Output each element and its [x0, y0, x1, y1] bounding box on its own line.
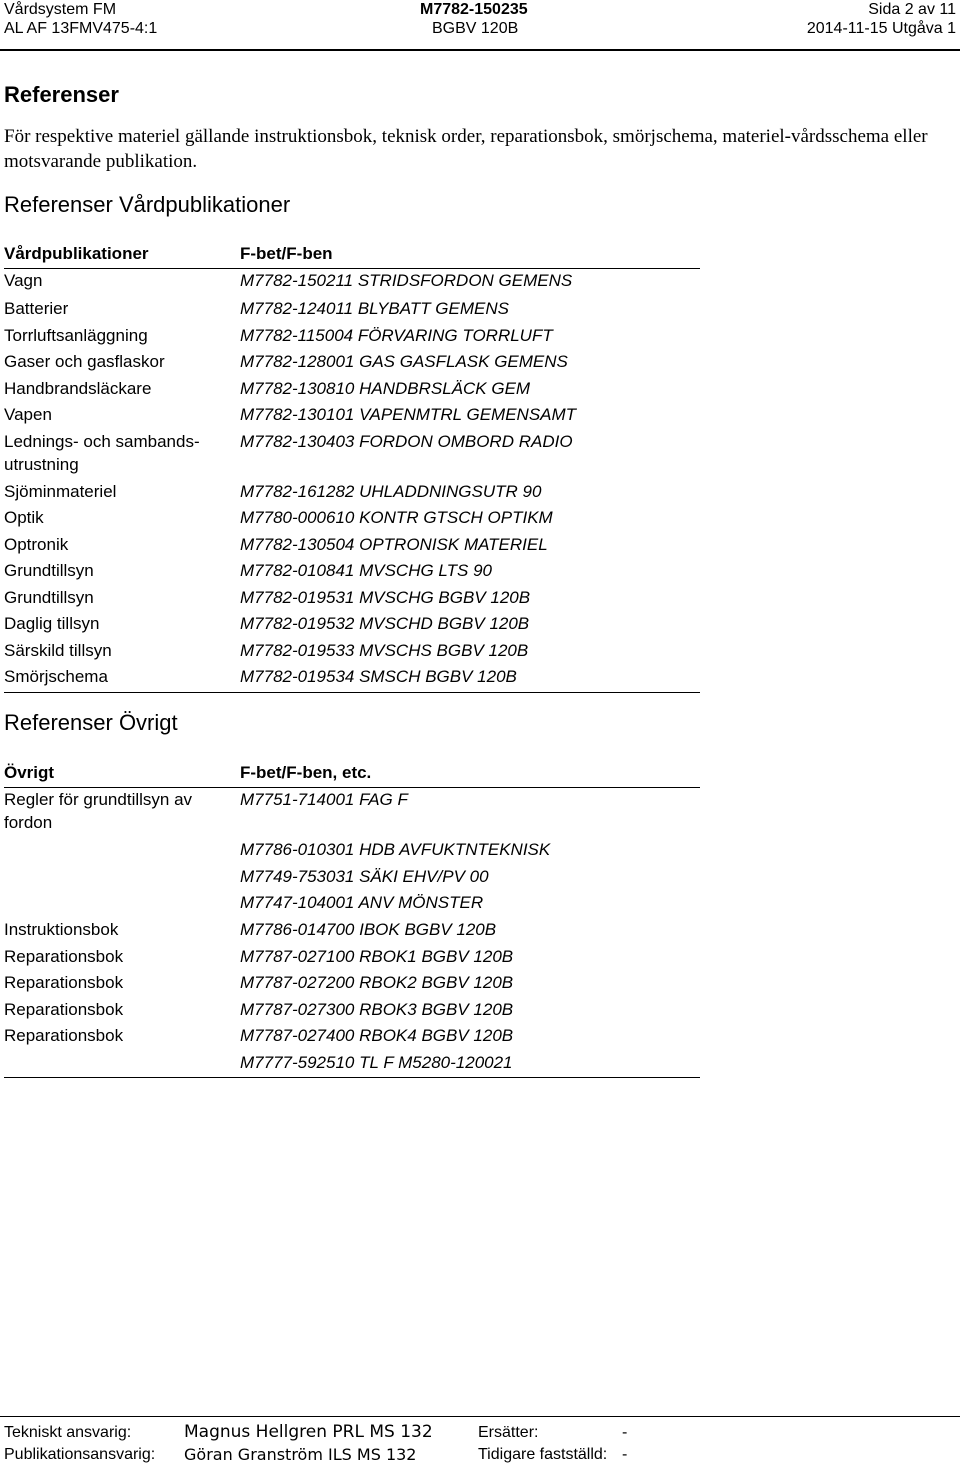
row-label: Optik: [4, 508, 44, 527]
header-pub-number: M7782-150235: [420, 1, 528, 18]
table-header-row: [4, 242, 700, 269]
table-row: [4, 297, 700, 324]
row-label: Daglig tillsyn: [4, 614, 100, 633]
footer-tech-name: Magnus Hellgren PRL MS 132: [184, 1422, 433, 1442]
footer-replaces-value: -: [622, 1424, 628, 1441]
row-label: Reparationsbok: [4, 946, 124, 966]
table-row: [4, 612, 700, 639]
section1-title: Referenser Vårdpublikationer: [4, 192, 291, 217]
row-label: Reparationsbok: [4, 999, 124, 1019]
row-label: Torrluftsanläggning: [4, 325, 148, 345]
row-label: Sjöminmateriel: [4, 481, 117, 501]
row-reference: M7787-027200 RBOK2 BGBV 120B: [240, 973, 514, 992]
row-reference: M7751-714001 FAG F: [240, 790, 408, 809]
row-label: Särskild tillsyn: [4, 640, 112, 660]
row-reference: M7782-019531 MVSCHG BGBV 120B: [240, 587, 531, 607]
table-row: [4, 480, 700, 507]
vardpublikationer-table: [4, 242, 700, 693]
row-reference: M7782-130403 FORDON OMBORD RADIO: [240, 431, 573, 451]
table-row: [4, 533, 700, 560]
row-reference: M7787-027300 RBOK3 BGBV 120B: [240, 999, 514, 1019]
footer-prev-value: -: [622, 1446, 628, 1463]
table-row: [4, 324, 700, 351]
row-label: Optronik: [4, 534, 69, 554]
header-vehicle: BGBV 120B: [432, 20, 519, 37]
header-system: Vårdsystem FM: [4, 1, 117, 18]
row-reference: M7787-027400 RBOK4 BGBV 120B: [240, 1026, 514, 1045]
table-row: [4, 865, 700, 892]
row-reference: M7786-010301 HDB AVFUKTNTEKNISK: [240, 840, 551, 859]
table-row: [4, 639, 700, 666]
table-row: [4, 1051, 700, 1078]
footer-replaces-label: Ersätter:: [478, 1424, 539, 1441]
header-divider: [0, 49, 960, 51]
table-row: [4, 838, 700, 865]
row-label: Vagn: [4, 271, 43, 290]
row-label: Lednings- och sambands-utrustning: [4, 431, 200, 474]
row-reference: M7782-161282 UHLADDNINGSUTR 90: [240, 481, 542, 501]
footer-divider: [0, 1416, 960, 1417]
col-header-vardpublikationer: Vårdpublikationer: [4, 242, 240, 269]
row-reference: M7782-019532 MVSCHD BGBV 120B: [240, 614, 530, 633]
intro-text: För respektive materiel gällande instruktionsbok, teknisk order, reparationsbok, smörjschema, materiel-vårdsschema eller motsvarande publikation.: [4, 126, 928, 172]
row-reference: M7747-104001 ANV MÖNSTER: [240, 893, 484, 912]
section2-title: Referenser Övrigt: [4, 710, 178, 735]
table-row: [4, 350, 700, 377]
row-label: Handbrandsläckare: [4, 378, 152, 398]
table-row: [4, 1024, 700, 1051]
row-label: Instruktionsbok: [4, 920, 119, 939]
row-label: Batterier: [4, 299, 69, 318]
row-reference: M7782-150211 STRIDSFORDON GEMENS: [240, 271, 573, 290]
table-row: [4, 971, 700, 998]
table-header-row: [4, 761, 700, 788]
table-row: [4, 430, 700, 480]
page-heading: Referenser: [4, 82, 119, 107]
header-doc-id: AL AF 13FMV475-4:1: [4, 20, 158, 37]
row-reference: M7782-130101 VAPENMTRL GEMENSAMT: [240, 405, 577, 424]
row-reference: M7777-592510 TL F M5280-120021: [240, 1051, 700, 1078]
row-reference: M7782-130504 OPTRONISK MATERIEL: [240, 534, 548, 554]
row-reference: M7749-753031 SÄKI EHV/PV 00: [240, 866, 489, 886]
table-row: [4, 506, 700, 533]
table-row: [4, 403, 700, 430]
row-label: Regler för grundtillsyn av fordon: [4, 790, 193, 832]
header-page: Sida 2 av 11: [868, 1, 956, 18]
col-header-ovrigt: Övrigt: [4, 761, 240, 788]
table-row: [4, 377, 700, 404]
row-label: Reparationsbok: [4, 973, 124, 992]
table-row: [4, 559, 700, 586]
table-row: [4, 586, 700, 613]
header-date-issue: 2014-11-15 Utgåva 1: [806, 20, 956, 37]
table-row: [4, 788, 700, 839]
footer-pub-name: Göran Granström ILS MS 132: [184, 1445, 417, 1464]
row-reference: M7782-019534 SMSCH BGBV 120B: [240, 665, 700, 692]
footer-pub-label: Publikationsansvarig:: [4, 1446, 156, 1463]
row-reference: M7782-019533 MVSCHS BGBV 120B: [240, 640, 529, 660]
table-row: [4, 891, 700, 918]
table-row: [4, 998, 700, 1025]
row-reference: M7782-124011 BLYBATT GEMENS: [240, 299, 509, 318]
row-reference: M7782-128001 GAS GASFLASK GEMENS: [240, 352, 568, 371]
row-label: [4, 891, 240, 918]
table-row: [4, 665, 700, 692]
row-label: [4, 1051, 240, 1078]
table-row: [4, 918, 700, 945]
row-reference: M7782-010841 MVSCHG LTS 90: [240, 561, 492, 580]
row-label: Reparationsbok: [4, 1026, 124, 1045]
table-row: [4, 945, 700, 972]
table-row: [4, 269, 700, 298]
row-reference: M7782-115004 FÖRVARING TORRLUFT: [240, 325, 553, 345]
row-reference: M7786-014700 IBOK BGBV 120B: [240, 920, 497, 939]
row-label: Gaser och gasflaskor: [4, 352, 165, 371]
ovrigt-table: [4, 761, 700, 1078]
col-header-fbet: F-bet/F-ben: [240, 242, 700, 269]
row-label: [4, 838, 240, 865]
col-header-fbet-etc: F-bet/F-ben, etc.: [240, 761, 700, 788]
row-label: Grundtillsyn: [4, 561, 94, 580]
row-reference: M7780-000610 KONTR GTSCH OPTIKM: [240, 508, 553, 527]
footer-tech-label: Tekniskt ansvarig:: [4, 1424, 132, 1441]
row-label: Smörjschema: [4, 665, 240, 692]
row-label: [4, 865, 240, 892]
row-label: Vapen: [4, 405, 52, 424]
row-reference: M7787-027100 RBOK1 BGBV 120B: [240, 946, 514, 966]
row-reference: M7782-130810 HANDBRSLÄCK GEM: [240, 378, 531, 398]
footer-prev-label: Tidigare fastställd:: [478, 1446, 608, 1463]
row-label: Grundtillsyn: [4, 587, 94, 607]
